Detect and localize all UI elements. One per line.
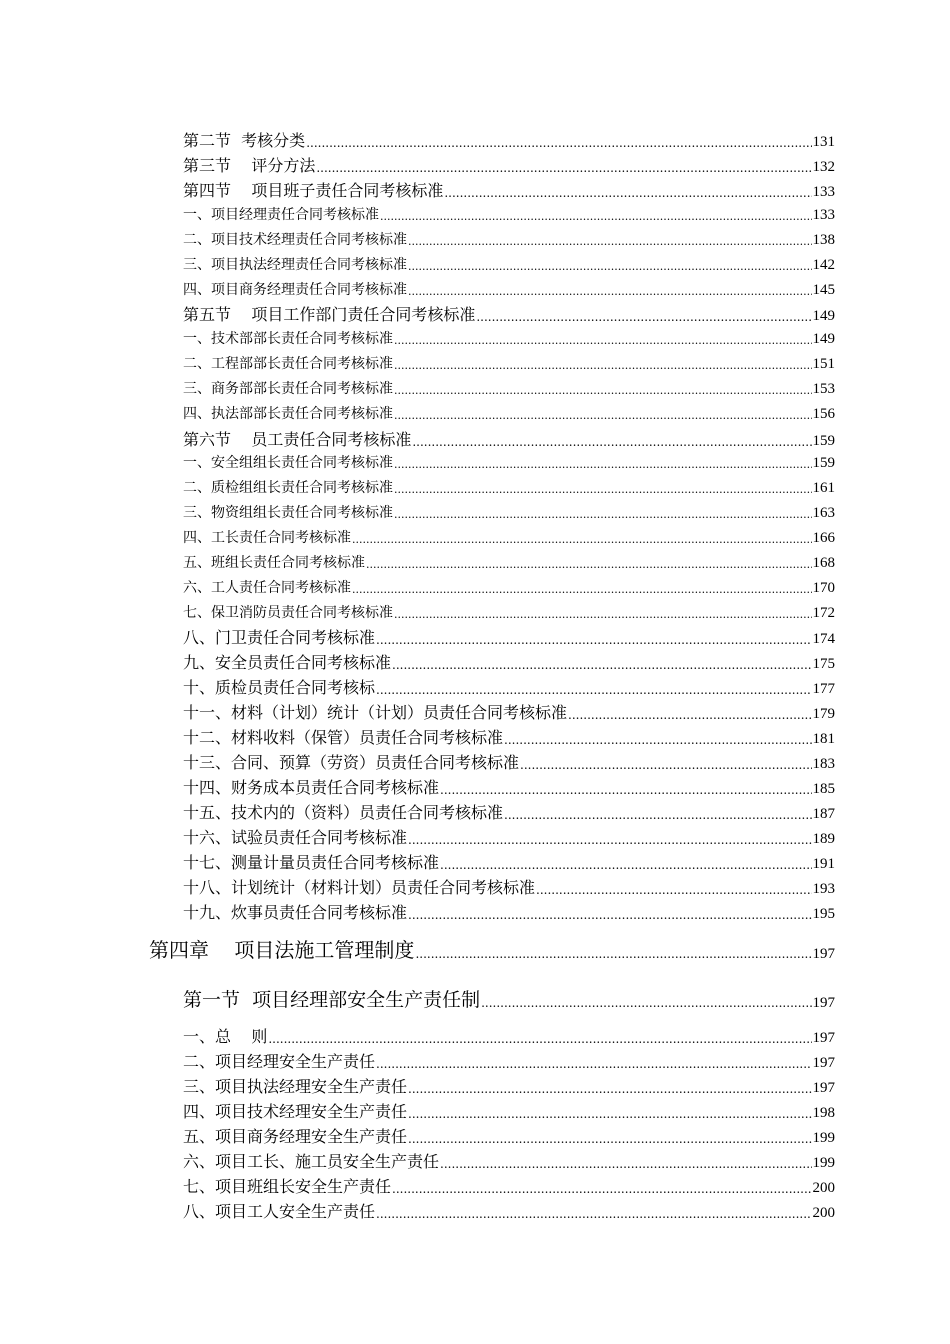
toc-page-number: 197 [812,946,835,962]
toc-entry[interactable] [183,850,835,873]
toc-entry-title: 十一、材料（计划）统计（计划）员责任合同考核标准 [183,703,568,722]
toc-entry[interactable] [183,353,835,373]
toc-leader-dots [408,260,812,274]
toc-entry-title: 一、安全组组长责任合同考核标准 [183,455,393,471]
toc-leader-dots [394,384,812,398]
toc-leader-dots [412,434,811,450]
toc-entry-title: 第一节 项目经理部安全生产责任制 [183,989,481,1011]
toc-leader-dots [392,1181,811,1197]
toc-leader-dots [408,1106,811,1122]
toc-leader-dots [568,707,811,723]
toc-leader-dots [408,235,812,249]
toc-leader-dots [440,782,811,798]
toc-page-number: 183 [812,756,835,772]
toc-page-number: 179 [812,706,835,722]
toc-leader-dots [536,882,811,898]
toc-leader-dots [376,682,811,698]
toc-entry[interactable] [183,602,835,622]
toc-leader-dots [504,732,811,748]
toc-leader-dots [476,309,811,325]
toc-leader-dots [394,359,812,373]
toc-page-number: 172 [812,605,835,621]
toc-entry-title: 三、项目执法经理安全生产责任 [183,1077,408,1096]
toc-entry-title: 第六节 员工责任合同考核标准 [183,430,412,449]
toc-entry[interactable] [183,825,835,848]
toc-page-number: 181 [812,731,835,747]
toc-entry[interactable] [183,302,835,325]
toc-page-number: 149 [812,331,835,347]
toc-entry[interactable] [183,1124,835,1147]
toc-page-number: 161 [812,480,835,496]
toc-entry-title: 三、商务部部长责任合同考核标准 [183,381,393,397]
toc-leader-dots [268,1031,811,1047]
toc-entry[interactable] [183,502,835,522]
toc-entry-title: 五、项目商务经理安全生产责任 [183,1127,408,1146]
toc-entry[interactable] [183,875,835,898]
toc-leader-dots [504,807,811,823]
toc-leader-dots [440,857,811,873]
toc-entry[interactable] [183,254,835,274]
toc-entry[interactable] [149,934,835,963]
toc-leader-dots [408,907,811,923]
toc-page-number: 142 [812,257,835,273]
toc-entry[interactable] [183,229,835,249]
toc-page-number: 200 [812,1180,835,1196]
toc-page-number: 197 [812,1030,835,1046]
toc-entry[interactable] [183,900,835,923]
toc-page-number: 189 [812,831,835,847]
toc-entry[interactable] [183,985,835,1012]
toc-entry-title: 十六、试验员责任合同考核标准 [183,828,408,847]
toc-entry-title: 二、质检组组长责任合同考核标准 [183,480,393,496]
toc-leader-dots [352,583,812,597]
toc-leader-dots [352,533,812,547]
toc-entry-title: 八、项目工人安全生产责任 [183,1202,376,1221]
toc-entry-title: 十二、材料收料（保管）员责任合同考核标准 [183,728,504,747]
toc-leader-dots [380,210,812,224]
toc-entry[interactable] [183,1024,835,1047]
toc-entry-title: 十五、技术内的（资料）员责任合同考核标准 [183,803,504,822]
toc-leader-dots [394,508,812,522]
toc-page-number: 166 [812,530,835,546]
toc-entry-title: 第二节 考核分类 [183,131,306,150]
toc-entry[interactable] [183,477,835,497]
toc-entry-title: 四、项目商务经理责任合同考核标准 [183,282,407,298]
toc-leader-dots [408,1081,811,1097]
toc-leader-dots [440,1156,811,1172]
toc-entry-title: 十七、测量计量员责任合同考核标准 [183,853,440,872]
toc-entry-title: 十四、财务成本员责任合同考核标准 [183,778,440,797]
toc-entry[interactable] [183,427,835,450]
toc-page-number: 156 [812,406,835,422]
toc-entry-title: 七、项目班组长安全生产责任 [183,1177,392,1196]
toc-page-number: 174 [812,631,835,647]
toc-entry-title: 三、物资组组长责任合同考核标准 [183,505,393,521]
toc-page-number: 168 [812,555,835,571]
toc-entry-title: 七、保卫消防员责任合同考核标准 [183,605,393,621]
toc-page-number: 195 [812,906,835,922]
toc-page-number: 175 [812,656,835,672]
toc-entry-title: 一、项目经理责任合同考核标准 [183,207,379,223]
toc-page-number: 153 [812,381,835,397]
toc-leader-dots [408,285,812,299]
toc-page-number: 185 [812,781,835,797]
toc-entry-title: 四、项目技术经理安全生产责任 [183,1102,408,1121]
toc-entry[interactable] [183,153,835,176]
toc-leader-dots [408,832,811,848]
toc-entry-title: 五、班组长责任合同考核标准 [183,555,365,571]
toc-entry[interactable] [183,552,835,572]
toc-leader-dots [376,632,811,648]
toc-entry[interactable] [183,725,835,748]
toc-entry-title: 六、项目工长、施工员安全生产责任 [183,1152,440,1171]
toc-leader-dots [394,483,812,497]
toc-page-number: 151 [812,356,835,372]
toc-entry[interactable] [183,1199,835,1222]
toc-entry-title: 四、执法部部长责任合同考核标准 [183,406,393,422]
toc-page-number: 197 [812,1055,835,1071]
toc-entry-title: 八、门卫责任合同考核标准 [183,628,376,647]
toc-entry[interactable] [183,1049,835,1072]
toc-entry[interactable] [183,650,835,673]
toc-entry[interactable] [183,750,835,773]
toc-entry[interactable] [183,1099,835,1122]
toc-entry-title: 二、工程部部长责任合同考核标准 [183,356,393,372]
toc-leader-dots [376,1206,811,1222]
toc-entry-title: 第四节 项目班子责任合同考核标准 [183,181,444,200]
toc-page-number: 138 [812,232,835,248]
toc-entry-title: 九、安全员责任合同考核标准 [183,653,392,672]
toc-page-number: 149 [812,308,835,324]
toc-entry[interactable] [183,128,835,151]
toc-leader-dots [444,185,811,201]
toc-leader-dots [394,608,812,622]
toc-entry[interactable] [183,279,835,299]
toc-leader-dots [408,1131,811,1147]
toc-page-number: 198 [812,1105,835,1121]
toc-page-number: 163 [812,505,835,521]
toc-entry-title: 第五节 项目工作部门责任合同考核标准 [183,305,476,324]
toc-entry[interactable] [183,178,835,201]
toc-entry-title: 第三节 评分方法 [183,156,316,175]
toc-leader-dots [394,409,812,423]
toc-entry-title: 四、工长责任合同考核标准 [183,530,351,546]
toc-entry[interactable] [183,403,835,423]
toc-leader-dots [415,945,811,963]
toc-page-number: 197 [812,1080,835,1096]
toc-entry-title: 十三、合同、预算（劳资）员责任合同考核标准 [183,753,520,772]
toc-entry[interactable] [183,775,835,798]
toc-leader-dots [394,334,812,348]
toc-entry[interactable] [183,1074,835,1097]
toc-entry-title: 二、项目经理安全生产责任 [183,1052,376,1071]
toc-entry[interactable] [183,577,835,597]
toc-page-number: 131 [812,134,835,150]
toc-page-number: 200 [812,1205,835,1221]
toc-leader-dots [306,135,811,151]
toc-entry[interactable] [183,378,835,398]
toc-entry-title: 十、质检员责任合同考核标 [183,678,376,697]
toc-entry[interactable] [183,675,835,698]
toc-entry[interactable] [183,527,835,547]
toc-leader-dots [366,558,812,572]
toc-entry-title: 六、工人责任合同考核标准 [183,580,351,596]
toc-entry-title: 一、技术部部长责任合同考核标准 [183,331,393,347]
toc-page-number: 132 [812,159,835,175]
toc-page-number: 199 [812,1130,835,1146]
toc-entry[interactable] [183,700,835,723]
toc-page-number: 170 [812,580,835,596]
toc-leader-dots [392,657,811,673]
toc-entry-title: 一、总 则 [183,1027,268,1046]
toc-leader-dots [376,1056,811,1072]
toc-page-number: 193 [812,881,835,897]
toc-leader-dots [394,458,812,472]
toc-page-number: 133 [812,184,835,200]
toc-page-number: 187 [812,806,835,822]
toc-leader-dots [316,160,811,176]
toc-entry[interactable] [183,800,835,823]
toc-entry[interactable] [183,625,835,648]
toc-page-number: 145 [812,282,835,298]
toc-entry-title: 二、项目技术经理责任合同考核标准 [183,232,407,248]
toc-entry[interactable] [183,328,835,348]
toc-entry-title: 十九、炊事员责任合同考核标准 [183,903,408,922]
toc-page-number: 191 [812,856,835,872]
toc-entry-title: 三、项目执法经理责任合同考核标准 [183,257,407,273]
toc-page-number: 177 [812,681,835,697]
toc-entry[interactable] [183,1149,835,1172]
toc-entry[interactable] [183,452,835,472]
toc-entry[interactable] [183,204,835,224]
toc-page-number: 159 [812,433,835,449]
toc-entry-title: 第四章 项目法施工管理制度 [149,938,415,962]
toc-page-number: 133 [812,207,835,223]
toc-page-number: 199 [812,1155,835,1171]
toc-leader-dots [520,757,811,773]
toc-entry[interactable] [183,1174,835,1197]
toc-leader-dots [481,994,811,1012]
toc-entry-title: 十八、计划统计（材料计划）员责任合同考核标准 [183,878,536,897]
toc-page-number: 159 [812,455,835,471]
toc-page-number: 197 [812,995,835,1011]
